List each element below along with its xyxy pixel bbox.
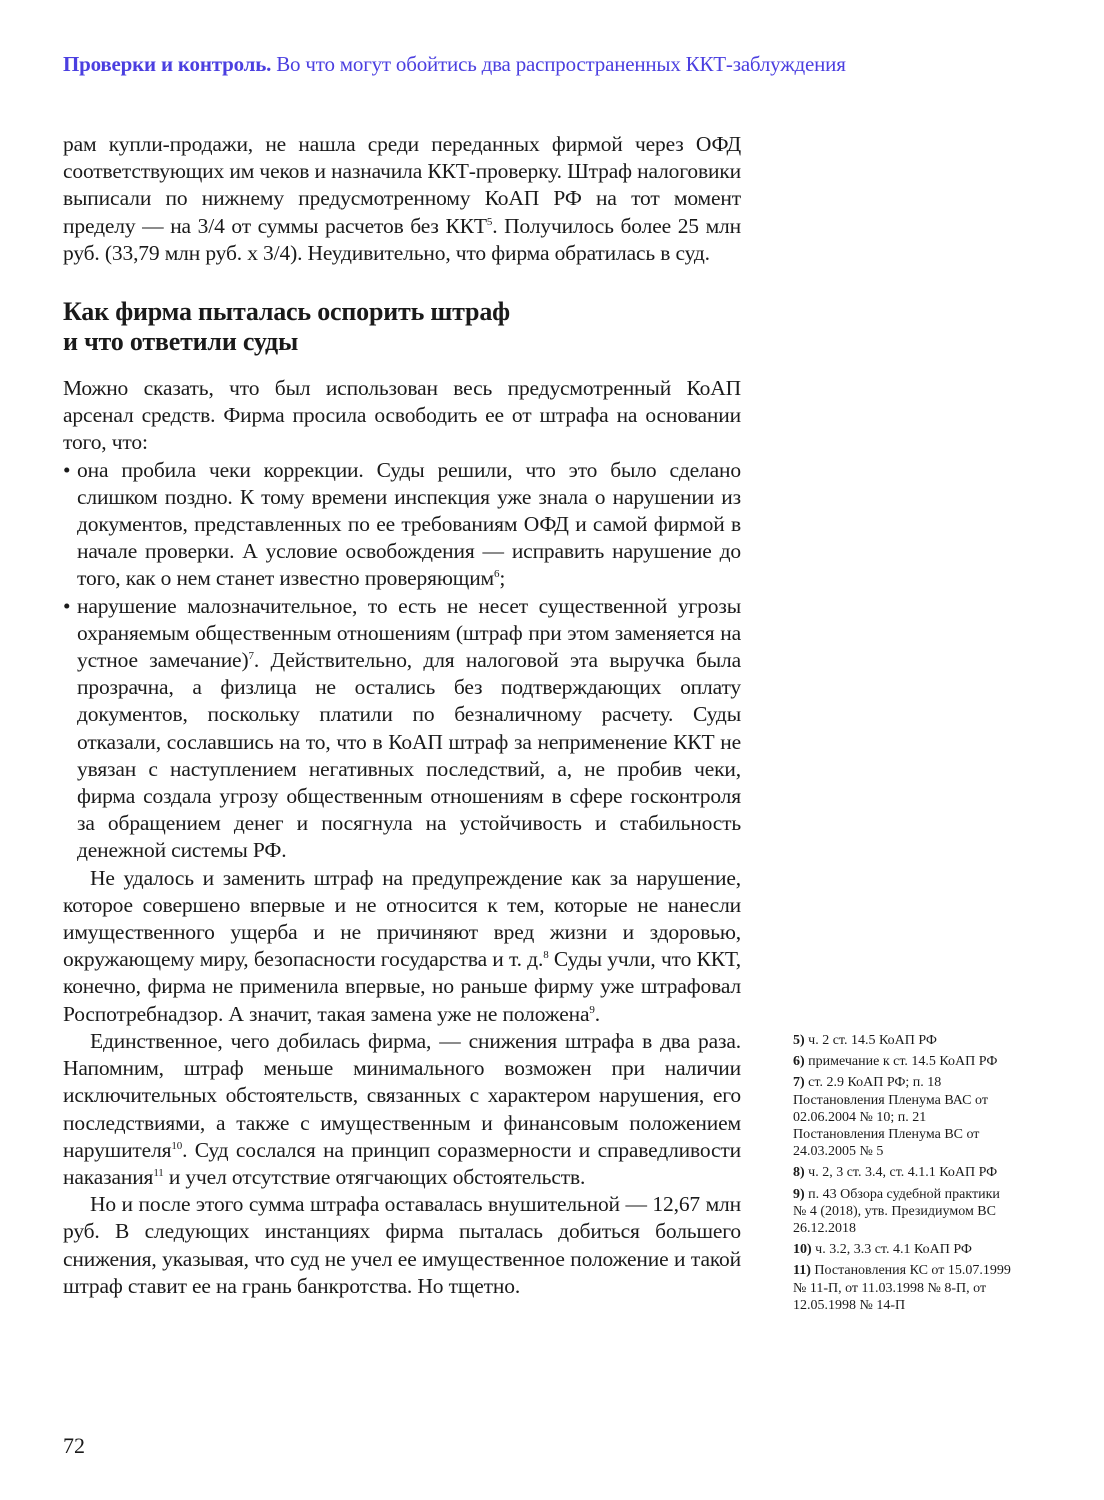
footnote-8: 8) ч. 2, 3 ст. 3.4, ст. 4.1.1 КоАП РФ	[793, 1165, 998, 1181]
article-body	[63, 131, 741, 1300]
list-item: • она пробила чеки коррекции. Суды решили, что это было сделано слишком поздно. К тому времени инспекция уже знала о нарушении из документов, представленных по ее требованиям ОФД и самой фирмой в начале проверки. А условие освобождения — исправить нарушение до того, как о нем станет известно проверяющим$^6$;	[63, 457, 741, 591]
header-title: Во что могут обойтись два распространенных ККТ-заблуждения	[276, 52, 846, 76]
page-number: 72	[63, 1433, 85, 1458]
bullet-icon: •	[63, 593, 71, 618]
footnote-ref-9: 9	[589, 1003, 595, 1016]
footnote-6: 6) примечание к ст. 14.5 КоАП РФ	[793, 1054, 998, 1070]
lead-paragraph: Можно сказать, что был использован весь предусмотренный КоАП арсенал средств. Фирма просила освободить ее от штрафа на основании того, что:	[63, 376, 741, 455]
list-item: • нарушение малозначительное, то есть не несет существенной угрозы охраняемым общественным отношениям (штраф при этом заменяется на устное замечание)$^7$. Действительно, для налоговой эта выручка была прозрачна, а физлица не остались без подтверждающих оплату документов, поскольку платили по безналичному расчету. Суды отказали, сославшись на то, что в КоАП штраф за неприменение ККТ не увязан с наступлением негативных последствий, а, не пробив чеки, фирма создала угрозу общественным отношениям в сфере госконтроля за обращением денег и посягнула на устойчивость и стабильность денежной системы РФ.	[63, 593, 741, 863]
footnote-7: 7) ст. 2.9 КоАП РФ; п. 18 Постановления Пленума ВАС от 02.06.2004 № 10; п. 21 Постановления Пленума ВС от 24.03.2005 № 5	[793, 1075, 988, 1160]
bullet-icon: •	[63, 457, 71, 482]
footnote-ref-10: 10	[171, 1139, 183, 1152]
arguments-list	[63, 457, 741, 865]
footnotes-sidebar	[793, 1032, 1013, 1318]
final-paragraph: Но и после этого сумма штрафа оставалась внушительной — 12,67 млн руб. В следующих инстанциях фирма пыталась добиться большего снижения, указывая, что суд не учел ее имущественное положение и такой штраф ставит ее на грань банкротства. Но тщетно.	[63, 1192, 741, 1298]
footnote-ref-6: 6	[494, 568, 500, 581]
intro-paragraph: рам купли-продажи, не нашла среди переданных фирмой через ОФД соответствующих им чеков и назначила ККТ-проверку. Штраф налоговики выписали по нижнему предусмотренному КоАП РФ на тот момент пределу — на 3/4 от суммы расчетов без ККТ$^5$. Получилось более 25 млн руб. (33,79 млн руб. х 3/4). Неудивительно, что фирма обратилась в суд.	[63, 132, 741, 265]
footnote-5: 5) ч. 2 ст. 14.5 КоАП РФ	[793, 1033, 937, 1048]
warning-paragraph: Не удалось и заменить штраф на предупреждение как за нарушение, которое совершено впервые и не относится к тем, которые не нанесли имущественного ущерба и не причиняют вред жизни и здоровью, окружающему миру, безопасности государства и т. д.$^8$ Суды учли, что ККТ, конечно, фирма не применила впервые, но раньше фирму уже штрафовал Роспотребнадзор. А значит, такая замена уже не положена$^9$.	[63, 865, 741, 1026]
header-section: Проверки и контроль.	[63, 52, 272, 76]
footnote-ref-11: 11	[153, 1166, 164, 1179]
footnote-10: 10) ч. 3.2, 3.3 ст. 4.1 КоАП РФ	[793, 1242, 972, 1258]
footnote-ref-8: 8	[543, 949, 549, 962]
footnote-ref-5: 5	[486, 215, 493, 228]
footnote-11: 11) Постановления КС от 15.07.1999 № 11-П, от 11.03.1998 № 8-П, от 12.05.1998 № 14-П	[793, 1263, 1011, 1313]
reduction-paragraph: Единственное, чего добилась фирма, — снижения штрафа в два раза. Напомним, штраф меньше минимального возможен при наличии исключительных обстоятельств, связанных с характером нарушения, его последствиями, а также с имущественным и финансовым положением нарушителя$^{10}$. Суд сослался на принцип соразмерности и справедливости наказания$^{11}$ и учел отсутствие отягчающих обстоятельств.	[63, 1028, 741, 1189]
footnote-9: 9) п. 43 Обзора судебной практики № 4 (2018), утв. Президиумом ВС 26.12.2018	[793, 1186, 1000, 1237]
running-header	[63, 52, 846, 77]
footnote-ref-7: 7	[248, 649, 254, 662]
section-heading: Как фирма пыталась оспорить штраф и что ответили суды	[63, 297, 510, 357]
